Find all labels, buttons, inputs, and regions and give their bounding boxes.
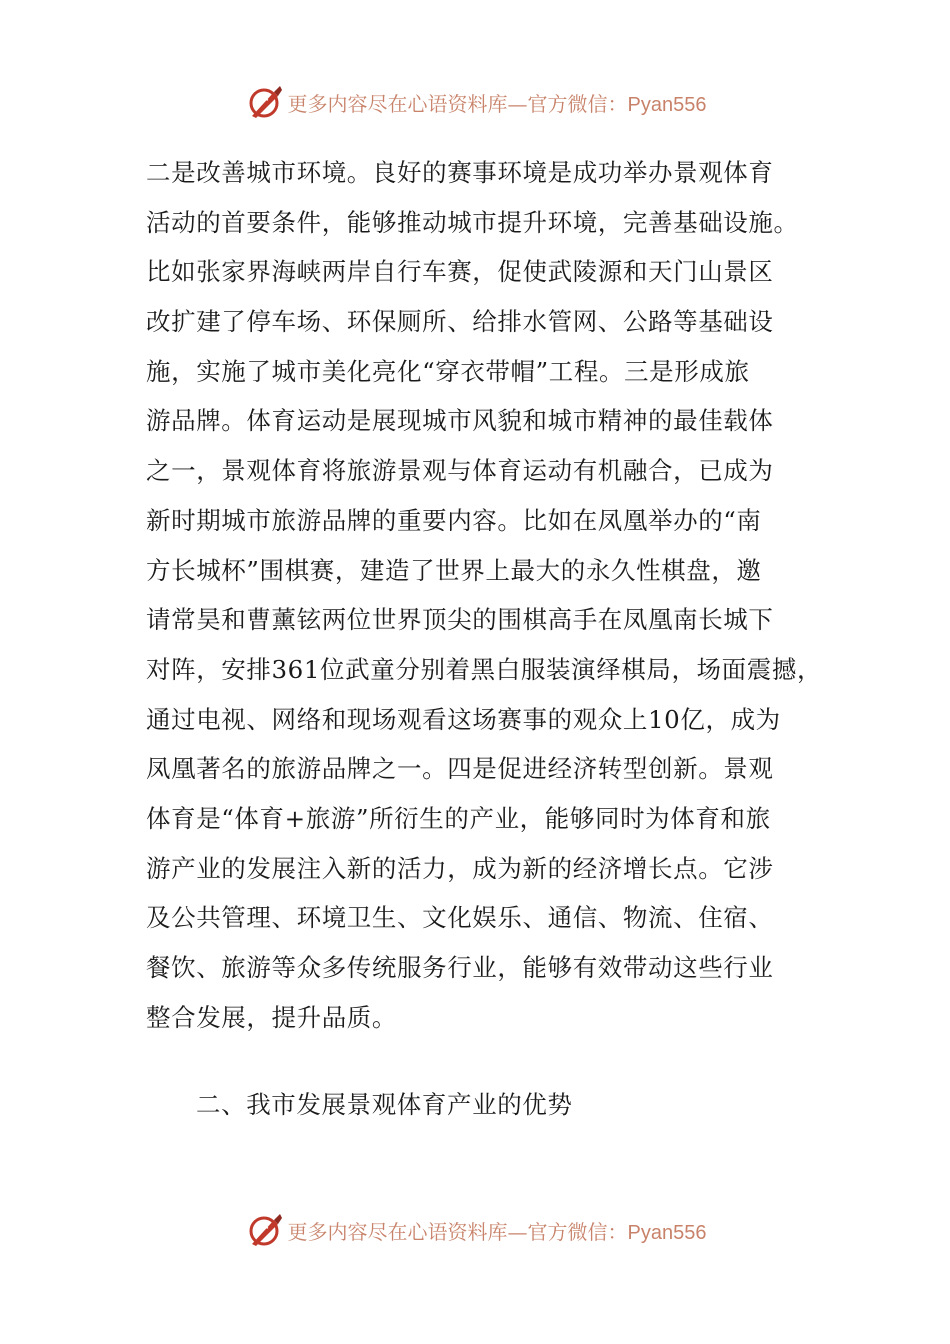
body-line: 游产业的发展注入新的活力，成为新的经济增长点。它涉 <box>146 853 774 883</box>
body-line: 比如张家界海峡两岸自行车赛，促使武陵源和天门山景区 <box>146 257 774 287</box>
body-line: 对阵，安排361位武童分别着黑白服装演绎棋局，场面震撼， <box>146 654 823 684</box>
body-line: 方长城杯”围棋赛，建造了世界上最大的永久性棋盘，邀 <box>146 555 762 585</box>
body-line: 餐饮、旅游等众多传统服务行业，能够有效带动这些行业 <box>146 953 774 982</box>
body-line: 施，实施了城市美化亮化“穿衣带帽”工程。三是形成旅 <box>146 356 750 386</box>
body-line: 通过电视、网络和现场观看这场赛事的观众上10亿，成为 <box>146 704 781 734</box>
body-line: 之一，景观体育将旅游景观与体育运动有机融合，已成为 <box>146 456 774 486</box>
body-line: 及公共管理、环境卫生、文化娱乐、通信、物流、住宿、 <box>146 903 774 933</box>
body-line: 请常昊和曹薰铉两位世界顶尖的围棋高手在凤凰南长城下 <box>146 605 774 635</box>
body-line: 整合发展，提升品质。 <box>146 1002 397 1032</box>
header-banner <box>0 80 950 124</box>
body-line: 游品牌。体育运动是展现城市风貌和城市精神的最佳载体 <box>146 406 774 436</box>
body-line: 凤凰著名的旅游品牌之一。四是促进经济转型创新。景观 <box>146 754 774 784</box>
pen-logo-icon <box>244 1210 284 1250</box>
body-line: 新时期城市旅游品牌的重要内容。比如在凤凰举办的“南 <box>146 505 762 535</box>
header-banner-text: 更多内容尽在心语资料库—官方微信：Pyan556 <box>287 91 707 116</box>
body-line: 活动的首要条件，能够推动城市提升环境，完善基础设施。 <box>146 207 799 237</box>
footer-banner-text: 更多内容尽在心语资料库—官方微信：Pyan556 <box>287 1219 707 1244</box>
section-heading: 二、我市发展景观体育产业的优势 <box>196 1090 573 1119</box>
body-line: 改扩建了停车场、环保厕所、给排水管网、公路等基础设 <box>146 307 774 337</box>
header-wechat-id: Pyan556 <box>627 93 707 116</box>
footer-banner <box>0 1208 950 1252</box>
body-line: 二是改善城市环境。良好的赛事环境是成功举办景观体育 <box>146 158 774 187</box>
body-paragraph <box>146 148 826 1042</box>
body-line: 体育是“体育+旅游”所衍生的产业，能够同时为体育和旅 <box>146 803 771 833</box>
footer-wechat-id: Pyan556 <box>627 1221 707 1244</box>
pen-logo-icon <box>244 82 284 122</box>
